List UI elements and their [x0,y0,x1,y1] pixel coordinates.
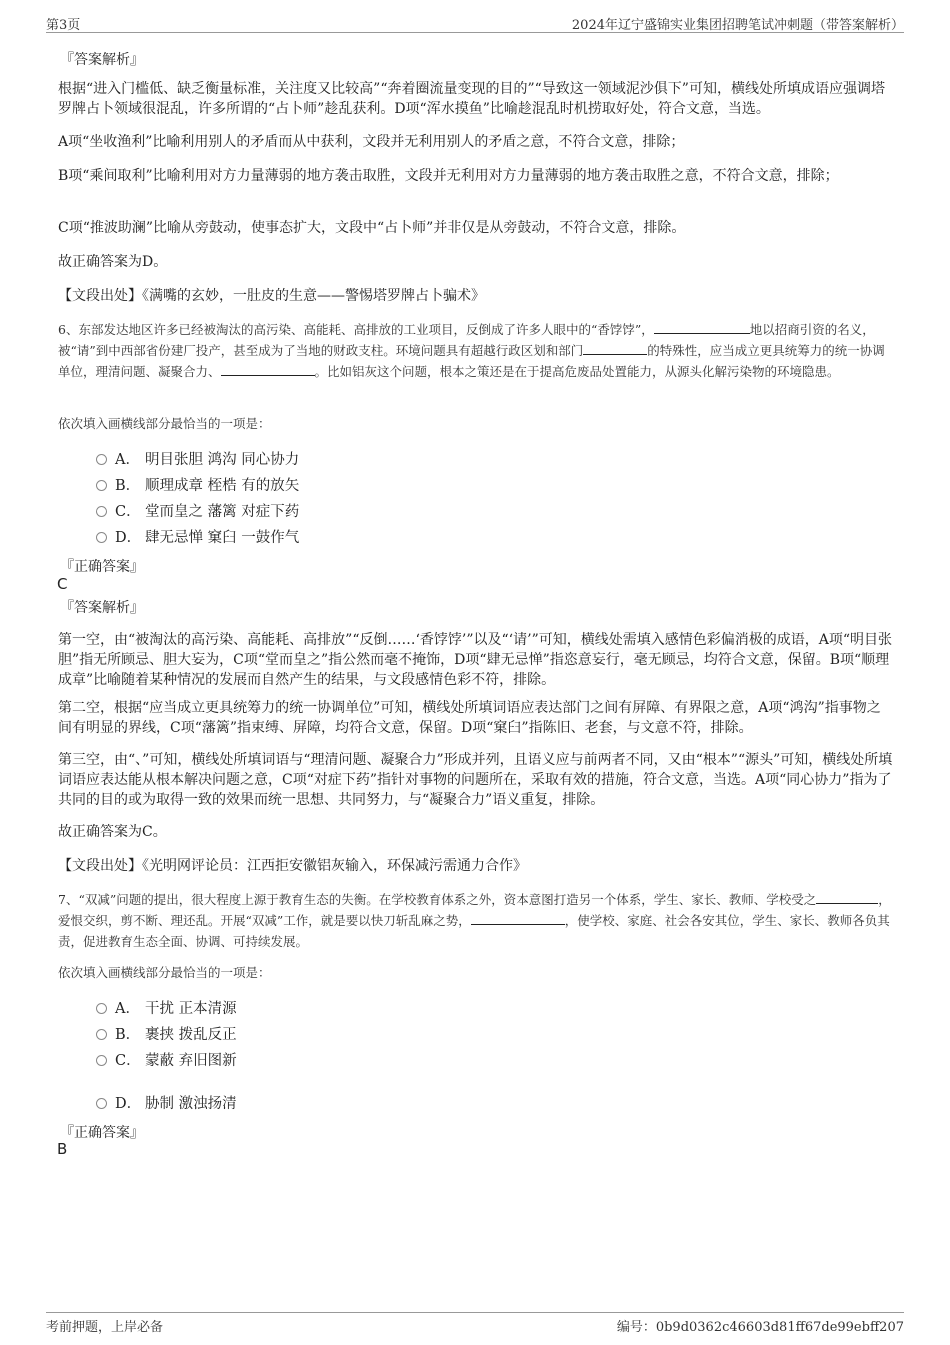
q5-analysis-paragraph: C项“推波助澜”比喻从旁鼓动，使事态扩大，文段中“占卜师”并非仅是从旁鼓动，不符合文意，排除。 [58,220,686,236]
radio-icon[interactable] [96,532,107,543]
q5-analysis-paragraph: A项“坐收渔利”比喻利用别人的矛盾而从中获利，文段并无利用别人的矛盾之意，不符合文意，排除； [58,134,685,150]
page-header [46,12,904,33]
radio-icon[interactable] [96,1003,107,1014]
q6-prompt: 依次填入画横线部分最恰当的一项是： [58,416,271,431]
answer-blank [654,320,750,334]
radio-icon[interactable] [96,454,107,465]
q7-prompt: 依次填入画横线部分最恰当的一项是： [58,965,271,980]
footer-slogan: 考前押题，上岸必备 [46,1320,164,1335]
answer-blank [221,362,315,376]
q6-conclusion: 故正确答案为C。 [58,824,167,840]
radio-icon[interactable] [96,1029,107,1040]
radio-icon[interactable] [96,1098,107,1109]
q6-option-c[interactable]: C． 堂而皇之 藩篱 对症下药 [96,502,299,522]
answer-blank [471,911,565,925]
q5-analysis-paragraph: 根据“进入门槛低、缺乏衡量标准，关注度又比较高”“奔着圈流量变现的目的”“导致这一领域泥沙俱下”可知，横线处所填成语应强调塔罗牌占卜领域很混乱，许多所谓的“占卜师”趁乱获利。D项“浑水摸鱼”比喻趁混乱时机捞取好处，符合文意，当选。 [58,81,885,117]
q6-analysis-paragraph: 第二空，根据“应当成立更具统筹力的统一协调单位”可知，横线处所填词语应表达部门之间有屏障、有界限之意，A项“鸿沟”指事物之间有明显的界线，C项“藩篱”指束缚、屏障，均符合文意，保留。D项“窠臼”指陈旧、老套，与文意不符，排除。 [58,700,881,736]
answer-blank [583,341,647,355]
document-id: 编号：0b9d0362c46603d81ff67de99ebff207 [616,1320,904,1335]
q7-option-d[interactable]: D． 胁制 激浊扬清 [96,1094,237,1114]
q7-option-b[interactable]: B． 裹挟 拨乱反正 [96,1025,237,1045]
document-title: 2024年辽宁盛锦实业集团招聘笔试冲刺题（带答案解析） [571,18,904,33]
correct-answer-label: 『正确答案』 [60,1125,144,1141]
q7-stem: 7、“双减”问题的提出，很大程度上源于教育生态的失衡。在学校教育体系之外，资本意图打造另一个体系，学生、家长、教师、学校受之 ，爱恨交织，剪不断、理还乱。开展“双减”工作，就是要以快刀斩乱麻之势， ，使学校、家庭、社会各安其位，学生、家长、教师各负其责，促进教育生态全面、协调、可持续发展。 [58,892,891,949]
analysis-label: 『答案解析』 [60,600,144,616]
correct-answer-label: 『正确答案』 [60,559,144,575]
radio-icon[interactable] [96,506,107,517]
q6-option-d[interactable]: D． 肆无忌惮 窠臼 一鼓作气 [96,528,299,548]
q5-conclusion: 故正确答案为D。 [58,254,168,270]
analysis-label: 『答案解析』 [60,52,144,68]
q6-correct-answer: C [57,575,68,593]
radio-icon[interactable] [96,480,107,491]
answer-blank [816,890,878,904]
page-number: 第3页 [46,18,81,33]
q6-source: 【文段出处】《光明网评论员：江西拒安徽铝灰输入，环保减污需通力合作》 [58,858,527,874]
q5-source: 【文段出处】《满嘴的玄妙，一肚皮的生意——警惕塔罗牌占卜骗术》 [58,288,485,304]
q6-analysis-paragraph: 第一空，由“被淘汰的高污染、高能耗、高排放”“反倒……‘香饽饽’”以及“‘请’”可知，横线处需填入感情色彩偏消极的成语，A项“明目张胆”指无所顾忌、胆大妄为，C项“堂而皇之”指公然而毫不掩饰，D项“肆无忌惮”指恣意妄行，毫无顾忌，均符合文意，保留。B项“顺理成章”比喻随着某种情况的发展而自然产生的结果，与文段感情色彩不符，排除。 [58,632,893,688]
q7-correct-answer: B [57,1140,68,1158]
q7-option-c[interactable]: C． 蒙蔽 弃旧图新 [96,1051,237,1071]
q7-option-a[interactable]: A． 干扰 正本清源 [96,999,237,1019]
q6-option-b[interactable]: B． 顺理成章 桎梏 有的放矢 [96,476,299,496]
q6-option-a[interactable]: A． 明目张胆 鸿沟 同心协力 [96,450,299,470]
radio-icon[interactable] [96,1055,107,1066]
q6-stem: 6、东部发达地区许多已经被淘汰的高污染、高能耗、高排放的工业项目，反倒成了许多人眼中的“香饽饽”， 地以招商引资的名义，被“请”到中西部省份建厂投产，甚至成为了当地的财政支柱。环境问题具有超越行政区划和部门 的特殊性，应当成立更具统筹力的统一协调单位，理清问题、凝聚合力、 。比如铝灰这个问题，根本之策还是在于提高危废品处置能力，从源头化解污染物的环境隐患。 [58,322,885,379]
page-footer [46,1312,904,1335]
q5-analysis-paragraph: B项“乘间取利”比喻利用对方力量薄弱的地方袭击取胜，文段并无利用对方力量薄弱的地方袭击取胜之意，不符合文意，排除； [58,168,839,184]
q6-analysis-paragraph: 第三空，由“、”可知，横线处所填词语与“理清问题、凝聚合力”形成并列，且语义应与前两者不同，又由“根本”“源头”可知，横线处所填词语应表达能从根本解决问题之意，C项“对症下药”指针对事物的问题所在，采取有效的措施，符合文意，当选。A项“同心协力”指为了共同的目的或为取得一致的效果而统一思想、共同努力，与“凝聚合力”语义重复，排除。 [58,752,893,808]
